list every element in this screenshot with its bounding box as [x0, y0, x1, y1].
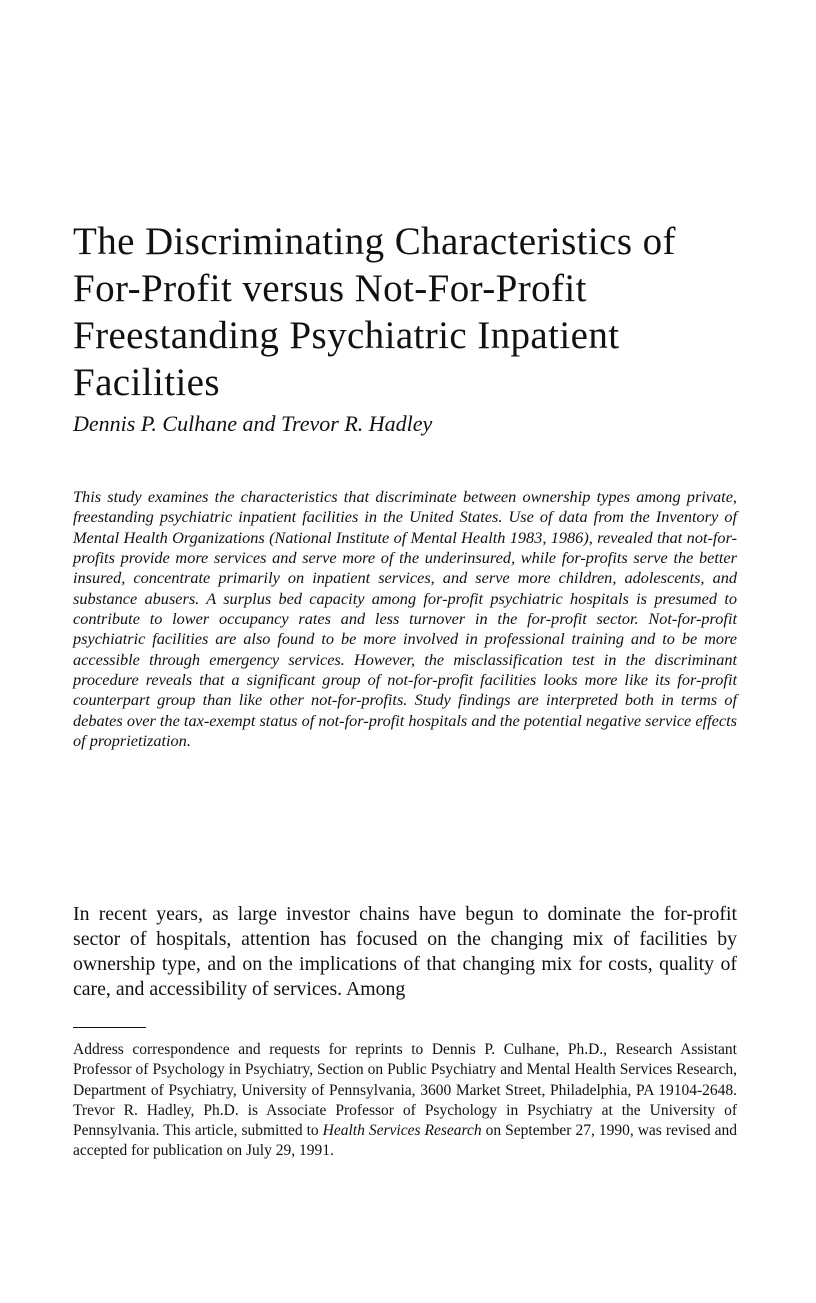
article-page — [73, 0, 737, 1303]
journal-name: Health Services Research — [322, 1122, 482, 1140]
article-title: The Discriminating Characteristics of For-Profit versus Not-For-Profit Freestanding Psychiatric Inpatient Facilities — [73, 220, 676, 404]
footnote-text-start: Address correspondence and requests for reprints to Dennis P. Culhane, Ph.D., Research Assistant Professor of Psychology in Psychiatry, Section on Public Psychiatry and Mental Health Services Research, Department of Psychiatry, University of Pennsylvania, 3600 Market Street, Philadelphia, PA 19104-2648. Trevor R. Hadley, Ph.D. is Associate Professor of Psychology in Psychiatry at the University of Pennsylvania. This article, submitted to — [73, 1041, 737, 1140]
footnote-text-end: on September 27, 1990, was revised and accepted for publication on July 29, 1991. — [73, 1122, 738, 1160]
footnote-divider — [73, 1027, 146, 1028]
article-authors: Dennis P. Culhane and Trevor R. Hadley — [73, 411, 433, 436]
body-intro-paragraph: In recent years, as large investor chains have begun to dominate the for-profit sector of hospitals, attention has focused on the changing mix of facilities by ownership type, and on the implications of that changing mix for costs, quality of care, and accessibility of services. Among — [73, 903, 737, 1000]
footnote — [73, 1040, 737, 1162]
abstract-text: This study examines the characteristics that discriminate between ownership types among private, freestanding psychiatric inpatient facilities in the United States. Use of data from the Inventory of Mental Health Organizations (National Institute of Mental Health 1983, 1986), revealed that not-for-profits provide more services and serve more of the underinsured, while for-profits serve the better insured, concentrate primarily on inpatient services, and serve more children, adolescents, and substance abusers. A surplus bed capacity among for-profit psychiatric hospitals is presumed to contribute to lower occupancy rates and less turnover in the for-profit sector. Not-for-profit psychiatric facilities are also found to be more involved in professional training and to be more accessible through emergency services. However, the misclassification test in the discriminant procedure reveals that a significant group of not-for-profit facilities looks more like its for-profit counterpart group than like other not-for-profits. Study findings are interpreted both in terms of debates over the tax-exempt status of not-for-profit hospitals and the potential negative service effects of proprietization. — [73, 487, 737, 751]
